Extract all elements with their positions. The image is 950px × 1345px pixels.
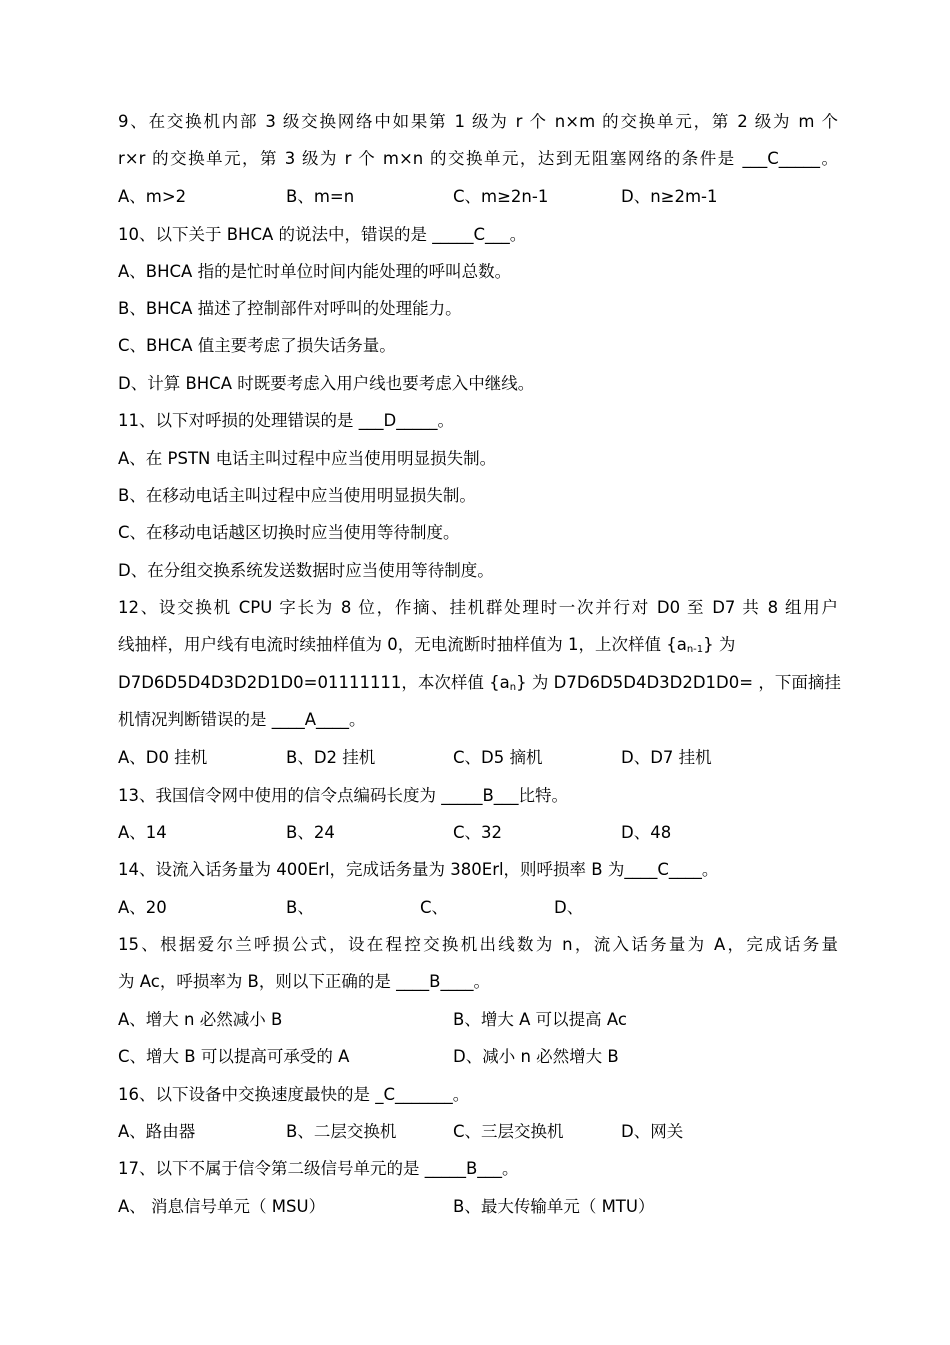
q12-option-b: B、D2 挂机 [286,748,376,767]
q16-option-b: B、二层交换机 [286,1122,397,1141]
q11-stem: 11、以下对呼损的处理错误的是 ___D_____。 [118,411,454,430]
q10-option-c: C、BHCA 值主要考虑了损失话务量。 [118,336,396,355]
q12-subscript-n: n [509,682,517,693]
q12-stem-line-2: 线抽样，用户线有电流时续抽样值为 0，无电流断时抽样值为 1，上次样值 $\{a_{n-1}\}$ 为 [118,635,736,655]
q9-option-c: C、m≥2n-1 [453,187,549,206]
q14-option-d: D、 [554,898,584,917]
q9-stem-line-2: r×r 的交换单元，第 3 级为 r 个 m×n 的交换单元，达到无阻塞网络的条件是 ___C_____。 [118,149,838,168]
q16-option-a: A、路由器 [118,1122,196,1141]
q15-option-c: C、增大 B 可以提高可承受的 A [118,1047,350,1066]
q11-option-c: C、在移动电话越区切换时应当使用等待制度。 [118,523,460,542]
q12-option-c: C、D5 摘机 [453,748,543,767]
q12-stem-line-1: 12、设交换机 CPU 字长为 8 位，作摘、挂机群处理时一次并行对 D0 至 D7 共 8 组用户 [118,598,838,617]
q17-option-b: B、最大传输单元（ MTU） [453,1197,655,1216]
q15-stem-line-1: 15、根据爱尔兰呼损公式，设在程控交换机出线数为 n，流入话务量为 A，完成话务量 [118,935,838,954]
q10-option-b: B、BHCA 描述了控制部件对呼叫的处理能力。 [118,299,462,318]
q15-stem-line-2: 为 Ac，呼损率为 B，则以下正确的是 ____B____。 [118,972,490,991]
q10-stem: 10、以下关于 BHCA 的说法中，错误的是 _____C___。 [118,225,527,244]
q12-stem-line-3: D7D6D5D4D3D2D1D0=01111111，本次样值 $\{a_n\}$ 为 D7D6D5D4D3D2D1D0= ，下面摘挂 [118,673,841,693]
q17-stem: 17、以下不属于信令第二级信号单元的是 _____B___。 [118,1159,519,1178]
q14-stem: 14、设流入话务量为 400Erl，完成话务量为 380Erl，则呼损率 B 为____C____。 [118,860,719,879]
q15-option-a: A、增大 n 必然减小 B [118,1010,283,1029]
q13-option-c: C、32 [453,823,503,842]
q9-option-a: A、m>2 [118,187,187,206]
q12-subscript-n-minus-1: n-1 [686,644,704,655]
q12-option-a: A、D0 挂机 [118,748,208,767]
q9-option-b: B、m=n [286,187,355,206]
q11-option-d: D、在分组交换系统发送数据时应当使用等待制度。 [118,561,494,580]
q13-option-a: A、14 [118,823,167,842]
q13-option-b: B、24 [286,823,335,842]
q12-stem-line-4: 机情况判断错误的是 ____A____。 [118,710,366,729]
q9-stem-line-1: 9、在交换机内部 3 级交换网络中如果第 1 级为 r 个 n×m 的交换单元，第 2 级为 m 个 [118,112,838,131]
q11-option-a: A、在 PSTN 电话主叫过程中应当使用明显损失制。 [118,449,497,468]
q16-option-c: C、三层交换机 [453,1122,564,1141]
q9-option-d: D、n≥2m-1 [621,187,718,206]
q12-option-d: D、D7 挂机 [621,748,712,767]
q16-stem: 16、以下设备中交换速度最快的是 _C_______。 [118,1085,470,1104]
q17-option-a: A、 消息信号单元（ MSU） [118,1197,326,1216]
q14-option-c: C、 [420,898,449,917]
q15-option-d: D、减小 n 必然增大 B [453,1047,619,1066]
q15-option-b: B、增大 A 可以提高 Ac [453,1010,627,1029]
q13-option-d: D、48 [621,823,672,842]
q10-option-a: A、BHCA 指的是忙时单位时间内能处理的呼叫总数。 [118,262,512,281]
q13-stem: 13、我国信令网中使用的信令点编码长度为 _____B___比特。 [118,786,569,805]
q16-option-d: D、网关 [621,1122,684,1141]
q14-option-a: A、20 [118,898,167,917]
q14-option-b: B、 [286,898,314,917]
q11-option-b: B、在移动电话主叫过程中应当使用明显损失制。 [118,486,476,505]
q10-option-d: D、计算 BHCA 时既要考虑入用户线也要考虑入中继线。 [118,374,535,393]
